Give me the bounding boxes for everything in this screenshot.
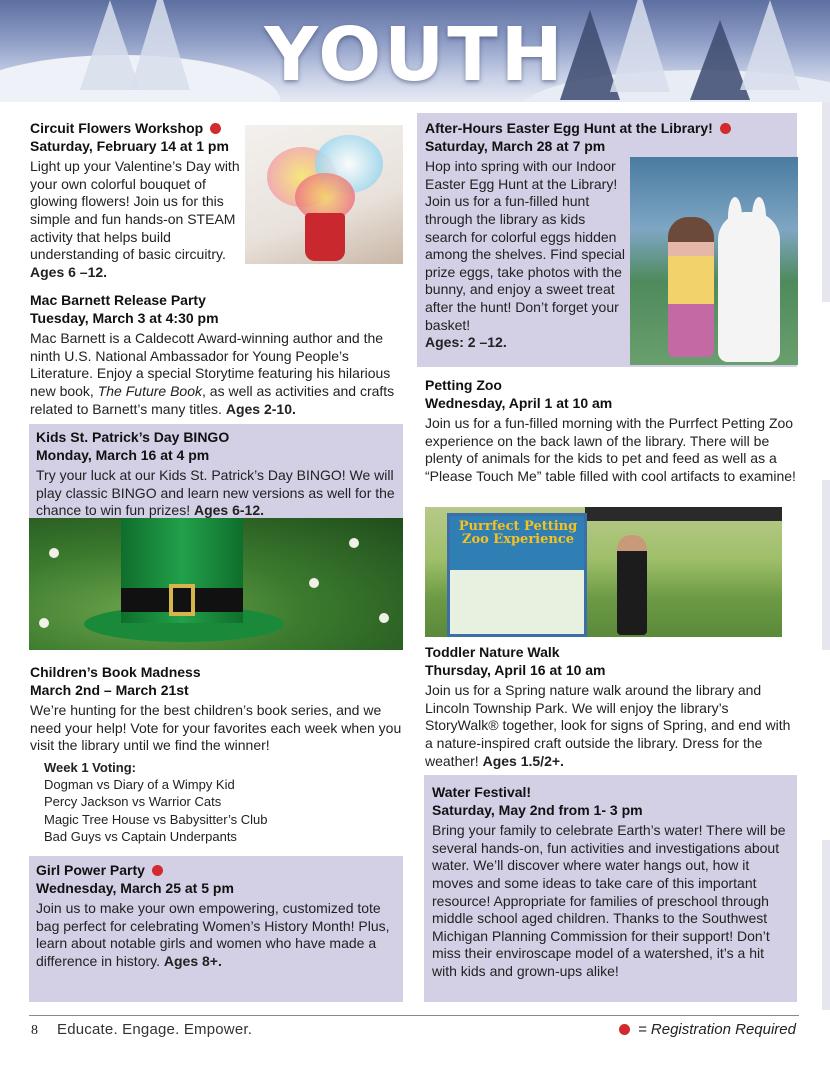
- event-ages: Ages 8+.: [163, 952, 222, 969]
- header-banner: [0, 0, 830, 102]
- event-mac-barnett: [30, 292, 406, 418]
- event-description: Bring your family to celebrate Earth’s water! There will be several hands-on, fun activities and investigations about water. We’ll discover where water hangs out, how it moves and some ideas to take care of this important resource! Appropriate for families of preschool through middle school aged children. Thanks to the Southwest Michigan Planning Commission for their support! Don’t miss their enviroscape model of a watershed, it’s a hit with kids and grown-ups alike!: [432, 822, 786, 979]
- event-description: Join us for a Spring nature walk around the library and Lincoln Township Park. We will enjoy the library’s StoryWalk® together, look for signs of Spring, and end with a nature-inspired craft outside the library. Dress for the weather! Ages 1.5/2+.: [425, 682, 791, 769]
- registration-dot-icon: [619, 1024, 630, 1035]
- event-date: Thursday, April 16 at 10 am: [425, 661, 606, 678]
- list-item: Magic Tree House vs Babysitter’s Club: [44, 811, 268, 827]
- edge-bar: [822, 840, 830, 1010]
- page-number: 8: [31, 1023, 38, 1038]
- edge-bar: [822, 102, 830, 302]
- voting-list: [30, 759, 406, 845]
- list-item: Dogman vs Diary of a Wimpy Kid: [44, 777, 235, 793]
- list-item: Bad Guys vs Captain Underpants: [44, 828, 237, 844]
- leprechaun-hat-photo: [29, 518, 403, 650]
- event-title: After-Hours Easter Egg Hunt at the Library!: [425, 120, 713, 136]
- event-description: Join us for a fun-filled morning with the Purrfect Petting Zoo experience on the back lawn of the library. There will be plenty of animals for the kids to pet and feed as well as a “Please Touch Me” table filled with cool artifacts to examine!: [425, 415, 796, 484]
- circuit-flowers-photo: [245, 125, 403, 264]
- event-title: Mac Barnett Release Party: [30, 292, 206, 308]
- event-description: Mac Barnett is a Caldecott Award-winning author and the ninth U.S. National Ambassador for Young People’s Literature. Enjoy a special Storytime featuring his hilarious new book, The Future Book, as well as activities and crafts related to Barnett’s many titles. Ages 2-10.: [30, 330, 395, 417]
- event-ages: Ages 6-12.: [193, 502, 265, 519]
- event-title: Children’s Book Madness: [30, 664, 201, 680]
- registration-dot-icon: [152, 865, 163, 876]
- footer-tagline: Educate. Engage. Empower.: [57, 1021, 253, 1038]
- registration-legend: = Registration Required: [619, 1021, 796, 1038]
- list-item: Percy Jackson vs Warrior Cats: [44, 794, 222, 810]
- event-girl-power: [29, 856, 403, 1002]
- event-water-festival: [424, 775, 797, 1002]
- event-ages: Ages: 2 –12.: [425, 334, 507, 351]
- event-title: Toddler Nature Walk: [425, 644, 560, 660]
- event-book-madness: [30, 664, 406, 845]
- petting-zoo-photo: [425, 507, 782, 637]
- event-description: Join us to make your own empowering, customized tote bag perfect for celebrating Women’s History Month! Plus, learn about notable girls and women who have made a difference in history. Ages 8+.: [36, 900, 390, 969]
- event-ages: Ages 1.5/2+.: [482, 752, 564, 769]
- event-date: March 2nd – March 21st: [30, 681, 189, 698]
- event-date: Saturday, February 14 at 1 pm: [30, 137, 229, 154]
- event-description: We’re hunting for the best children’s book series, and we need your help! Vote for your favorites each week when you visit the library until we find the winner!: [30, 702, 402, 754]
- registration-dot-icon: [720, 123, 731, 134]
- book-title: The Future Book: [97, 382, 202, 399]
- event-date: Wednesday, April 1 at 10 am: [425, 394, 613, 411]
- event-circuit-flowers: [30, 120, 242, 281]
- event-description: Light up your Valentine’s Day with your own colorful bouquet of glowing flowers! Join us for this simple and fun hands-on STEAM activity that helps build understanding of basic circuitry.: [30, 158, 240, 263]
- event-st-patricks-bingo: [29, 424, 403, 520]
- edge-bar: [822, 480, 830, 650]
- event-ages: Ages 6 –12.: [30, 263, 108, 280]
- event-ages: Ages 2-10.: [225, 400, 296, 417]
- event-description: Try your luck at our Kids St. Patrick’s Day BINGO! We will play classic BINGO and learn new versions as well for the chance to win fun prizes! Ages 6-12.: [36, 467, 395, 519]
- event-title: Girl Power Party: [36, 862, 145, 878]
- easter-bunny-photo: [630, 157, 798, 365]
- event-date: Saturday, May 2nd from 1- 3 pm: [432, 801, 643, 818]
- page-title: YOUTH: [264, 12, 566, 98]
- event-date: Tuesday, March 3 at 4:30 pm: [30, 309, 219, 326]
- event-title: Water Festival!: [432, 784, 532, 800]
- registration-dot-icon: [210, 123, 221, 134]
- event-date: Saturday, March 28 at 7 pm: [425, 137, 606, 154]
- event-title: Petting Zoo: [425, 377, 502, 393]
- event-date: Wednesday, March 25 at 5 pm: [36, 879, 234, 896]
- event-petting-zoo: [425, 377, 797, 486]
- event-title: Kids St. Patrick’s Day BINGO: [36, 429, 230, 445]
- event-title: Circuit Flowers Workshop: [30, 120, 204, 136]
- event-description: Hop into spring with our Indoor Easter Egg Hunt at the Library! Join us for a fun-filled hunt through the library as kids search for colorful eggs hidden among the shelves. Find special prize eggs, take photos with the bunny, and enjoy a sweet treat after the hunt! Don’t forget your basket!: [425, 158, 625, 333]
- voting-heading: Week 1 Voting:: [44, 759, 136, 775]
- petting-zoo-sign: Purrfect Petting Zoo Experience: [447, 513, 587, 637]
- event-toddler-nature-walk: [425, 644, 797, 770]
- event-date: Monday, March 16 at 4 pm: [36, 446, 210, 463]
- footer-divider: [29, 1015, 799, 1016]
